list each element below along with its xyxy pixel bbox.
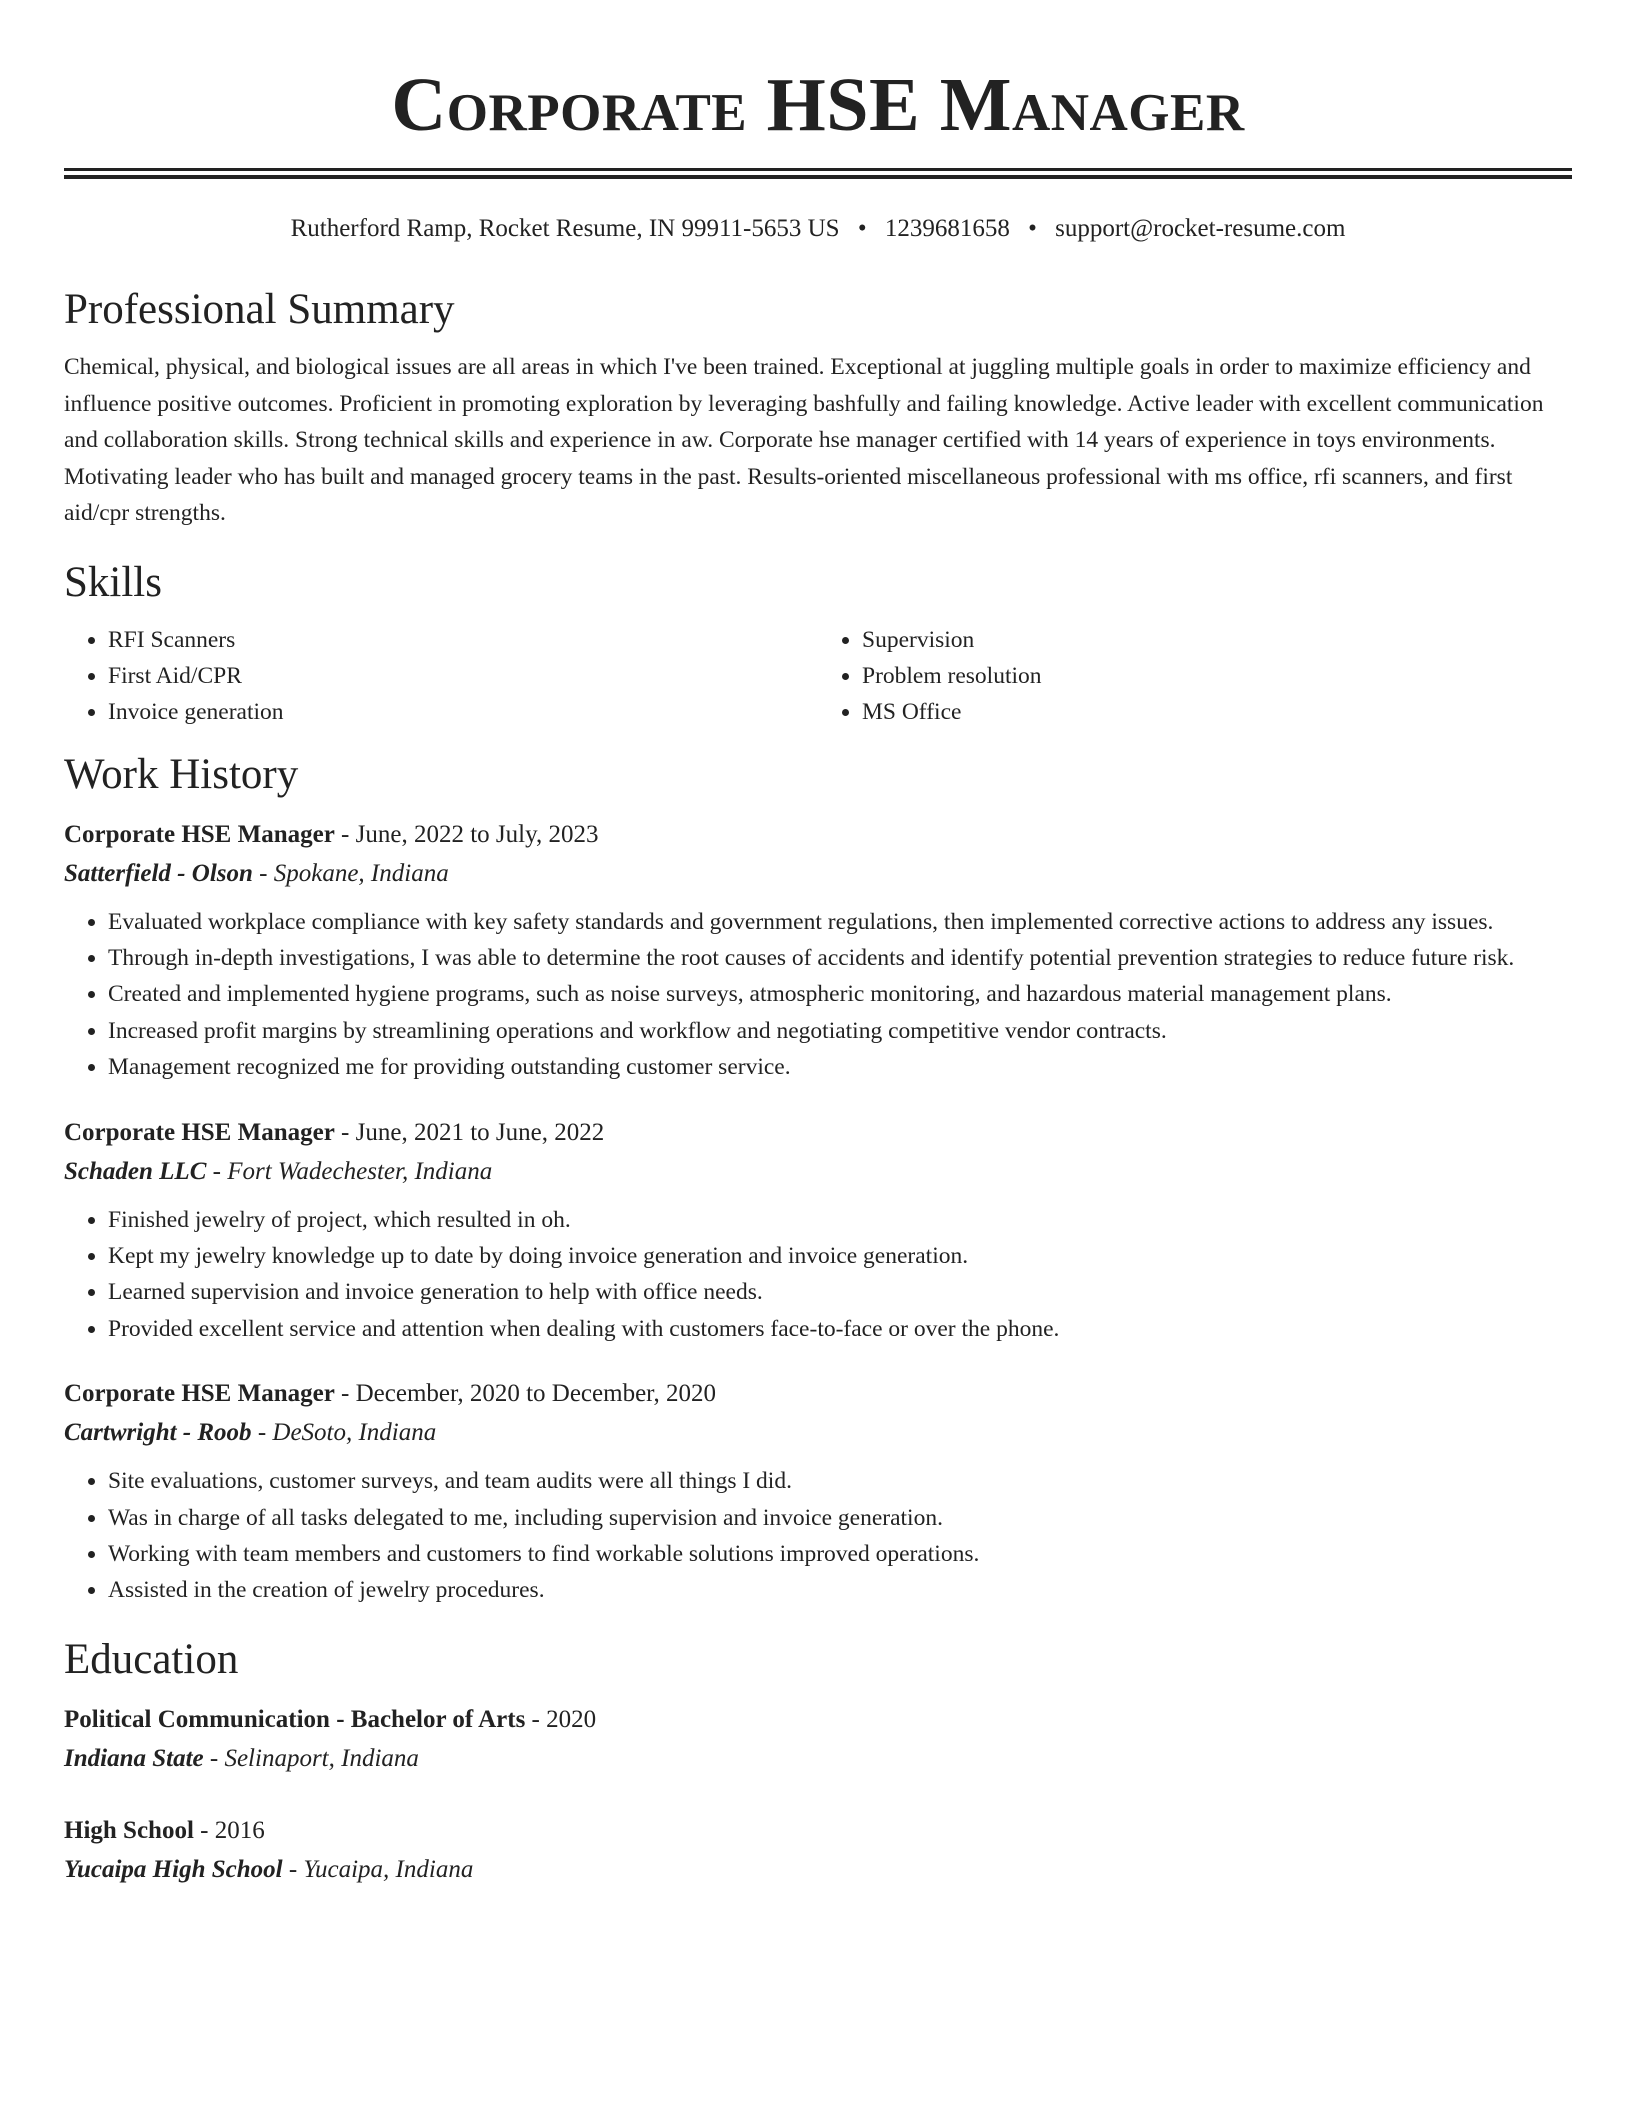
education-year: - 2020	[525, 1705, 597, 1733]
education-entry	[64, 1812, 1572, 1889]
job-bullet: • Increased profit margins by streamlining operations and workflow and negotiating competitive vendor contracts.	[108, 1013, 1572, 1049]
summary-text: Chemical, physical, and biological issues are all areas in which I've been trained. Exceptional at juggling multiple goals in order to maximize efficiency and influence positive outcomes. Proficient in promoting exploration by leveraging bashfully and failing knowledge. Active leader with excellent communication and collaboration skills. Strong technical skills and experience in aw. Corporate hse manager certified with 14 years of experience in toys environments. Motivating leader who has built and managed grocery teams in the past. Results-oriented miscellaneous professional with ms office, rfi scanners, and first aid/cpr strengths.	[64, 354, 1544, 526]
contact-line	[64, 213, 1572, 245]
section-heading-work-history: Work History	[64, 750, 299, 798]
resume-page	[64, 0, 1572, 1889]
job-bullets	[64, 1202, 1572, 1348]
job-location: - Spokane, Indiana	[252, 859, 449, 887]
job-header	[64, 1114, 1572, 1152]
job-header	[64, 1375, 1572, 1413]
job-location: - Fort Wadechester, Indiana	[206, 1157, 493, 1185]
job-entry	[64, 816, 1572, 1086]
education-entry	[64, 1701, 1572, 1778]
job-location: - DeSoto, Indiana	[251, 1419, 437, 1447]
job-bullet: • Through in-depth investigations, I was able to determine the root causes of accidents and identify potential prevention strategies to reduce future risk.	[108, 940, 1572, 976]
contact-phone: 1239681658	[884, 215, 1010, 242]
job-employer	[64, 854, 1572, 893]
skill-item: • RFI Scanners	[108, 622, 818, 658]
job-bullet: • Was in charge of all tasks delegated to me, including supervision and invoice generation.	[108, 1500, 1572, 1536]
title-double-rule	[64, 168, 1572, 179]
job-employer	[64, 1413, 1572, 1452]
skill-item: • Invoice generation	[108, 694, 818, 730]
education-degree: Political Communication - Bachelor of Arts	[64, 1705, 526, 1733]
education-degree: High School	[64, 1816, 194, 1844]
job-header	[64, 816, 1572, 854]
job-title: Corporate HSE Manager	[64, 820, 335, 848]
education-school: Indiana State	[64, 1744, 204, 1772]
education-school: Yucaipa High School	[64, 1855, 283, 1883]
job-company: Cartwright - Roob	[64, 1419, 252, 1447]
job-bullet: • Created and implemented hygiene programs, such as noise surveys, atmospheric monitoring, and hazardous material management plans.	[108, 976, 1572, 1012]
education-institution	[64, 1850, 1572, 1889]
education-year: - 2016	[193, 1816, 265, 1844]
job-entry	[64, 1375, 1572, 1609]
education-location: - Yucaipa, Indiana	[282, 1855, 474, 1883]
skill-item: • Problem resolution	[862, 658, 1572, 694]
job-bullet: • Assisted in the creation of jewelry procedures.	[108, 1572, 1572, 1608]
skill-item: • Supervision	[862, 622, 1572, 658]
job-bullet: • Management recognized me for providing outstanding customer service.	[108, 1049, 1572, 1085]
section-heading-summary: Professional Summary	[64, 286, 455, 333]
job-bullet: • Provided excellent service and attention when dealing with customers face-to-face or over the phone.	[108, 1311, 1572, 1347]
job-dates: - June, 2022 to July, 2023	[334, 820, 599, 848]
job-title: Corporate HSE Manager	[64, 1380, 335, 1408]
education-institution	[64, 1739, 1572, 1778]
skills-list	[64, 622, 1572, 730]
education-location: - Selinaport, Indiana	[203, 1744, 419, 1772]
job-bullet: • Finished jewelry of project, which resulted in oh.	[108, 1202, 1572, 1238]
section-heading-skills: Skills	[64, 558, 162, 606]
section-heading-education: Education	[64, 1635, 239, 1683]
contact-separator: •	[1028, 215, 1037, 242]
skills-column-left	[64, 622, 818, 730]
skill-item: • First Aid/CPR	[108, 658, 818, 694]
job-bullet: • Evaluated workplace compliance with key safety standards and government regulations, then implemented corrective actions to address any issues.	[108, 904, 1572, 940]
education-header	[64, 1701, 1572, 1739]
job-company: Schaden LLC	[64, 1157, 207, 1185]
contact-address: Rutherford Ramp, Rocket Resume, IN 99911-5653 US	[290, 215, 840, 242]
job-company: Satterfield - Olson	[64, 859, 253, 887]
skills-column-right	[818, 622, 1572, 730]
job-bullets	[64, 1463, 1572, 1609]
job-dates: - June, 2021 to June, 2022	[334, 1118, 605, 1146]
job-dates: - December, 2020 to December, 2020	[334, 1380, 716, 1408]
contact-email: support@rocket-resume.com	[1055, 215, 1346, 242]
job-bullet: • Kept my jewelry knowledge up to date by doing invoice generation and invoice generation.	[108, 1238, 1572, 1274]
job-entry	[64, 1114, 1572, 1348]
skill-item: • MS Office	[862, 694, 1572, 730]
resume-title: Corporate HSE Manager	[391, 63, 1245, 147]
job-bullets	[64, 904, 1572, 1086]
job-bullet: • Learned supervision and invoice generation to help with office needs.	[108, 1274, 1572, 1310]
job-bullet: • Working with team members and customers to find workable solutions improved operations.	[108, 1536, 1572, 1572]
job-bullet: • Site evaluations, customer surveys, and team audits were all things I did.	[108, 1463, 1572, 1499]
job-employer	[64, 1152, 1572, 1191]
education-header	[64, 1812, 1572, 1850]
contact-separator: •	[857, 215, 867, 242]
job-title: Corporate HSE Manager	[64, 1118, 335, 1146]
